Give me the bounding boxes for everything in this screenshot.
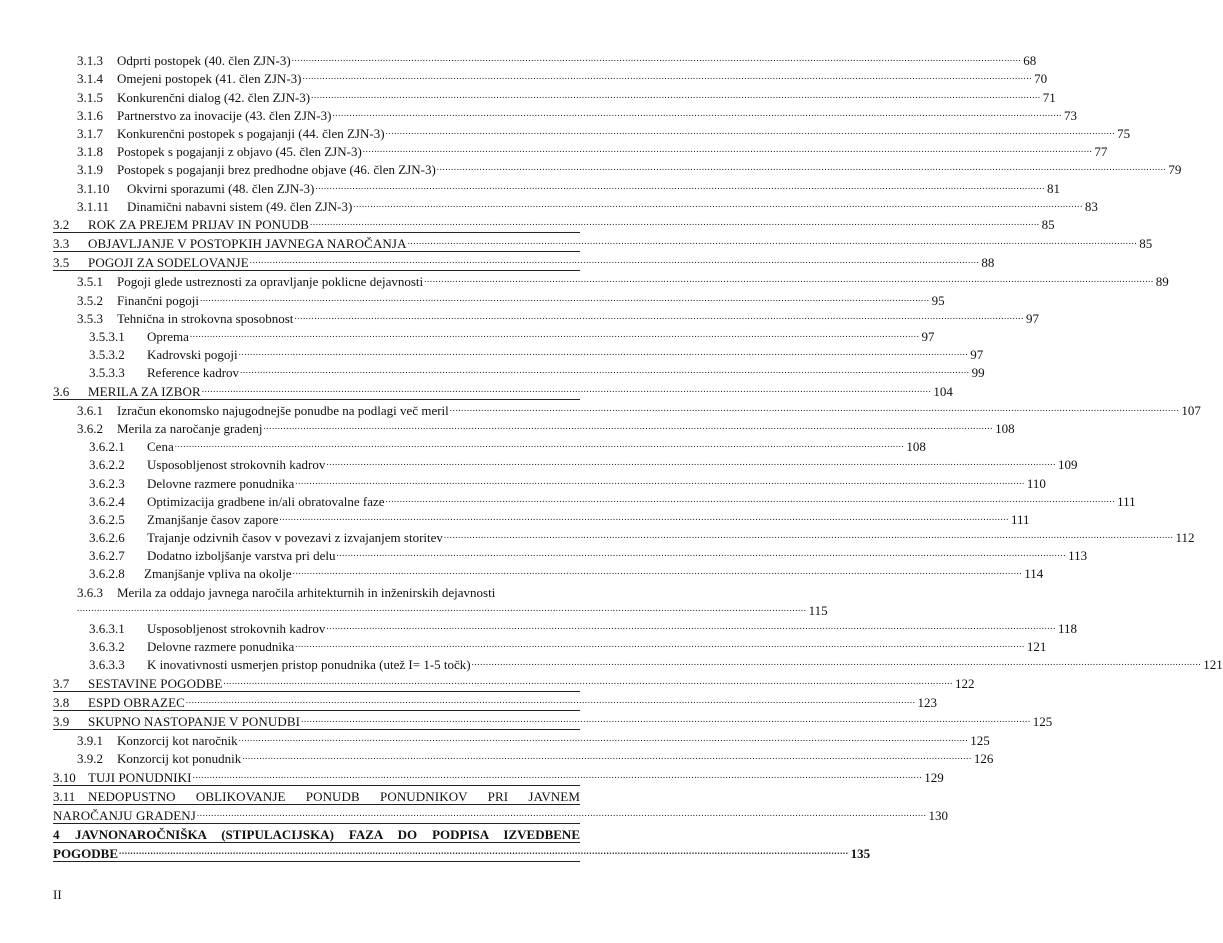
toc-leader [190,327,920,342]
toc-entry-number: 3.7 [53,675,70,691]
toc-entry-title: Trajanje odzivnih časov v povezavi z izvajanjem storitev [147,530,443,546]
toc-entry-title: Reference kadrov [147,365,240,381]
toc-entry-page: 68 [1023,53,1037,69]
toc-entry[interactable] [53,636,1047,655]
toc-entry-title: Oprema [147,329,189,344]
toc-leader [263,419,993,434]
toc-entry[interactable] [53,581,580,599]
toc-leader [292,51,1022,66]
toc-entry-page: 107 [1181,402,1201,418]
toc-leader [472,655,1202,670]
toc-entry[interactable] [53,105,1078,123]
toc-leader [311,88,1041,103]
toc-leader [197,806,927,821]
toc-entry-page: 85 [1139,236,1153,252]
toc-leader [250,253,980,268]
toc-entry-page: 77 [1094,144,1108,160]
toc-entry[interactable] [53,654,1223,673]
toc-leader [353,197,1083,212]
toc-entry-number: 3.1.4 [77,71,103,87]
toc-entry-title: Zmanjšanje časov zapore [147,511,279,527]
toc-entry-page: 71 [1042,89,1056,105]
toc-entry-page: 109 [1058,457,1078,473]
toc-leader [408,234,1138,249]
toc-entry-number: 4 [53,827,60,843]
toc-entry-number: 3.5.3.2 [89,347,125,363]
toc-entry[interactable] [53,196,1098,214]
toc-entry[interactable] [53,380,953,399]
toc-entry-page: 89 [1155,274,1169,290]
toc-entry-title: Usposobljenost strokovnih kadrov [147,621,326,636]
toc-leader [279,510,1009,525]
toc-entry-page: 114 [1024,566,1044,582]
toc-entry-title: Odprti postopek (40. člen ZJN-3) [117,53,291,69]
toc-entry-title: Optimizacija gradbene in/ali obratovalne faze [147,493,385,509]
toc-entry-page: 122 [955,675,975,691]
toc-entry-number: 3.6.2.4 [89,493,125,509]
toc-entry[interactable] [53,252,995,271]
toc-leader [363,142,1093,157]
toc-entry-continuation[interactable] [53,805,949,824]
toc-entry-number: 3.5.3 [77,310,103,326]
toc-entry-number: 3.9 [53,713,70,729]
toc-entry-page: 70 [1034,71,1048,87]
toc-entry-number: 3.6.2.2 [89,457,125,473]
toc-entry-title: Delovne razmere ponudnika [147,639,295,655]
toc-chapter-entry[interactable] [53,824,580,843]
toc-entry[interactable] [53,289,945,308]
toc-entry-page: 97 [921,329,935,344]
toc-leader [202,382,932,397]
toc-entry[interactable] [53,308,1039,326]
toc-entry-number: 3.1.3 [77,53,103,69]
toc-entry-page: 113 [1068,548,1088,564]
toc-entry-number: 3.5.2 [77,292,103,308]
toc-entry-number: 3.1.11 [77,198,110,214]
toc-entry[interactable] [53,730,990,749]
toc-entry-title: Cena [147,439,174,455]
toc-entry-title: Usposobljenost strokovnih kadrov [147,457,326,473]
toc-entry-title: Konzorcij kot naročnik [117,733,238,749]
toc-entry[interactable] [53,436,926,455]
toc-entry-number: 3.1.5 [77,89,103,105]
toc-entry[interactable] [53,491,1136,509]
toc-entry[interactable] [53,177,1060,196]
toc-leader [295,637,1025,652]
toc-entry-title: Kadrovski pogoji [147,347,238,363]
toc-entry-page: 88 [981,255,995,271]
toc-entry-page: 95 [931,292,945,308]
toc-entry-page: 123 [917,694,938,710]
toc-entry-number: 3.6.2.6 [89,530,125,546]
toc-entry[interactable] [53,766,944,785]
toc-entry-continuation[interactable] [53,600,828,618]
toc-entry[interactable] [53,618,1078,636]
toc-entry-title: Delovne razmere ponudnika [147,475,295,491]
toc-entry-page: 121 [1203,657,1223,673]
toc-entry-title: Konkurenčni dialog (42. člen ZJN-3) [117,89,311,105]
toc-entry-number: 3.11 [53,788,76,804]
toc-entry-number: 3.6.3 [77,584,103,600]
toc-leader [77,601,807,616]
toc-entry-page: 129 [924,769,944,785]
toc-entry-page: 135 [850,846,871,862]
toc-entry[interactable] [53,786,580,805]
toc-entry-title: SKUPNO NASTOPANJE V PONUDBI [88,713,301,729]
toc-entry-number: 3.2 [53,216,70,232]
toc-entry[interactable] [53,123,1131,141]
toc-entry-number: 3.1.6 [77,107,103,123]
toc-entry[interactable] [53,509,1030,527]
toc-entry-title: ESPD OBRAZEC [88,694,185,710]
toc-entry[interactable] [53,454,1078,473]
toc-entry[interactable] [53,159,1182,178]
toc-entry-number: 3.6.2.3 [89,475,125,491]
toc-entry-number: 3.8 [53,694,70,710]
toc-entry-number: 3.6.3.1 [89,621,125,636]
toc-entry-page: 97 [1026,310,1039,326]
toc-entry-title: Merila za oddajo javnega naročila arhitekturnih in inženirskih dejavnosti [117,584,496,600]
toc-entry[interactable] [53,214,1055,233]
toc-entry-title: Okvirni sporazumi (48. člen ZJN-3) [127,180,315,196]
toc-leader [119,844,849,859]
toc-entry-page: 79 [1168,162,1182,178]
toc-entry-page: 121 [1026,639,1047,655]
toc-leader [193,768,923,783]
toc-entry-page: 118 [1058,621,1078,636]
toc-entry-title: Omejeni postopek (41. člen ZJN-3) [117,71,302,87]
toc-leader [437,160,1167,175]
toc-entry-title: Pogoji glede ustreznosti za opravljanje poklicne dejavnosti [117,274,424,290]
toc-entry-page: 111 [1011,511,1030,527]
toc-leader [332,106,1062,121]
toc-entry-title: ROK ZA PREJEM PRIJAV IN PONUDB [88,216,310,232]
toc-leader [295,474,1025,489]
toc-entry-number: 3.6 [53,383,70,399]
toc-entry[interactable] [53,50,1037,69]
toc-entry-title: Finančni pogoji [117,292,199,308]
toc-entry-title: MERILA ZA IZBOR [88,383,201,399]
toc-entry-title: POGOJI ZA SODELOVANJE [88,255,249,271]
toc-entry-number: 3.6.3.3 [89,657,125,673]
toc-leader [223,674,953,689]
toc-entry[interactable] [53,233,1153,252]
toc-leader [302,69,1032,84]
toc-leader [450,401,1180,416]
toc-entry-number: 3.6.2 [77,420,103,436]
toc-entry-page: 125 [1032,713,1053,729]
toc-entry[interactable] [53,400,1201,418]
toc-entry-page: 112 [1175,530,1195,546]
toc-leader [239,731,969,746]
toc-leader [326,619,1056,634]
toc-entry-title-continued: NAROČANJU GRADENJ [53,807,196,823]
toc-entry-number: 3.6.2.5 [89,511,125,527]
toc-entry[interactable] [53,472,1046,491]
toc-leader [239,345,969,360]
toc-leader [424,272,1154,287]
toc-entry[interactable] [53,692,938,711]
toc-leader [315,179,1045,194]
toc-entry-page: 73 [1064,107,1078,123]
toc-leader [386,124,1116,139]
toc-entry-title: TUJI PONUDNIKI [88,769,192,785]
toc-entry-title: Merila za naročanje gradenj [117,420,263,436]
toc-entry-number: 3.5.1 [77,274,103,290]
toc-entry-number: 3.1.7 [77,125,103,141]
toc-entry-title: SESTAVINE POGODBE [88,675,223,691]
toc-leader [386,492,1116,507]
toc-entry-page: 130 [928,807,949,823]
toc-entry-page: 97 [970,347,984,363]
toc-entry[interactable] [53,711,1053,730]
toc-entry-title: OBJAVLJANJE V POSTOPKIH JAVNEGA NAROČANJA [88,236,407,252]
toc-leader [293,564,1023,579]
toc-entry-page: 99 [971,365,985,381]
toc-entry-number: 3.10 [53,769,76,785]
toc-entry-page: 81 [1046,180,1060,196]
toc-entry-title: Tehnična in strokovna sposobnost [117,310,294,326]
toc-entry-page: 108 [995,420,1015,436]
toc-leader [294,309,1024,324]
toc-leader [336,546,1066,561]
table-of-contents [53,50,1223,862]
toc-entry-title: Postopek s pogajanji z objavo (45. člen ZJN-3) [117,144,362,160]
page-number: II [53,887,62,902]
toc-entry-number: 3.5.3.3 [89,365,125,381]
toc-entry[interactable] [53,141,1108,160]
toc-entry-number: 3.1.9 [77,162,103,178]
toc-entry-title: Konkurenčni postopek s pogajanji (44. člen ZJN-3) [117,125,385,141]
toc-leader [175,437,905,452]
toc-entry[interactable] [53,86,1056,105]
toc-leader [326,455,1056,470]
toc-entry-title: Dodatno izboljšanje varstva pri delu [147,548,336,564]
toc-entry-number: 3.3 [53,236,70,252]
toc-entry-page: 85 [1041,216,1055,232]
toc-entry-title: Izračun ekonomsko najugodnejše ponudbe na podlagi več meril [117,402,449,418]
toc-entry-page: 115 [808,602,828,618]
toc-entry[interactable] [53,326,935,344]
toc-entry-number: 3.6.2.8 [89,566,125,582]
toc-entry[interactable] [53,545,1088,564]
toc-entry-number: 3.9.1 [77,733,103,749]
toc-leader [242,749,972,764]
toc-entry[interactable] [53,672,975,691]
toc-entry-number: 3.5.3.1 [89,329,125,344]
toc-entry-page: 125 [970,733,990,749]
toc-entry[interactable] [53,344,984,363]
toc-entry[interactable] [53,748,994,767]
toc-entry-title: Konzorcij kot ponudnik [117,751,242,767]
toc-entry-title: NEDOPUSTNO OBLIKOVANJE PONUDB PONUDNIKOV PRI JAVNEM [88,788,580,804]
toc-entry-title: JAVNONAROČNIŠKA (STIPULACIJSKA) FAZA DO PODPISA IZVEDBENE [75,827,580,843]
toc-entry-title: Zmanjšanje vpliva na okolje [144,566,292,582]
toc-entry-page: 83 [1084,198,1098,214]
toc-entry-title: K inovativnosti usmerjen pristop ponudnika (utež I= 1-5 točk) [147,657,471,673]
toc-entry-page: 108 [906,439,926,455]
toc-entry-page: 75 [1117,125,1131,141]
toc-entry-page: 104 [933,383,953,399]
toc-leader [186,693,916,708]
toc-entry[interactable] [53,418,1015,436]
toc-entry-title: Dinamični nabavni sistem (49. člen ZJN-3) [127,198,353,214]
toc-entry-number: 3.5 [53,255,70,271]
toc-entry[interactable] [53,527,1195,546]
toc-entry-title-continued: POGODBE [53,846,119,862]
toc-entry[interactable] [53,68,1048,87]
toc-entry-number: 3.9.2 [77,751,103,767]
toc-entry-continuation[interactable] [53,843,871,862]
toc-entry-number: 3.6.1 [77,402,103,418]
toc-entry-page: 111 [1117,493,1136,509]
toc-entry-title: Postopek s pogajanji brez predhodne objave (46. člen ZJN-3) [117,162,436,178]
toc-leader [301,712,1031,727]
toc-leader [200,291,930,306]
toc-entry-number: 3.6.2.7 [89,548,125,564]
toc-leader [240,363,970,378]
toc-entry-number: 3.1.10 [77,180,110,196]
toc-entry-title: Partnerstvo za inovacije (43. člen ZJN-3) [117,107,332,123]
toc-entry-page: 126 [973,751,994,767]
toc-entry-page: 110 [1026,475,1046,491]
toc-leader [444,528,1174,543]
toc-entry[interactable] [53,563,1044,582]
toc-entry[interactable] [53,271,1169,290]
toc-entry-number: 3.1.8 [77,144,103,160]
toc-entry-number: 3.6.2.1 [89,439,125,455]
toc-entry-number: 3.6.3.2 [89,639,125,655]
toc-leader [310,215,1040,230]
toc-entry[interactable] [53,362,985,381]
